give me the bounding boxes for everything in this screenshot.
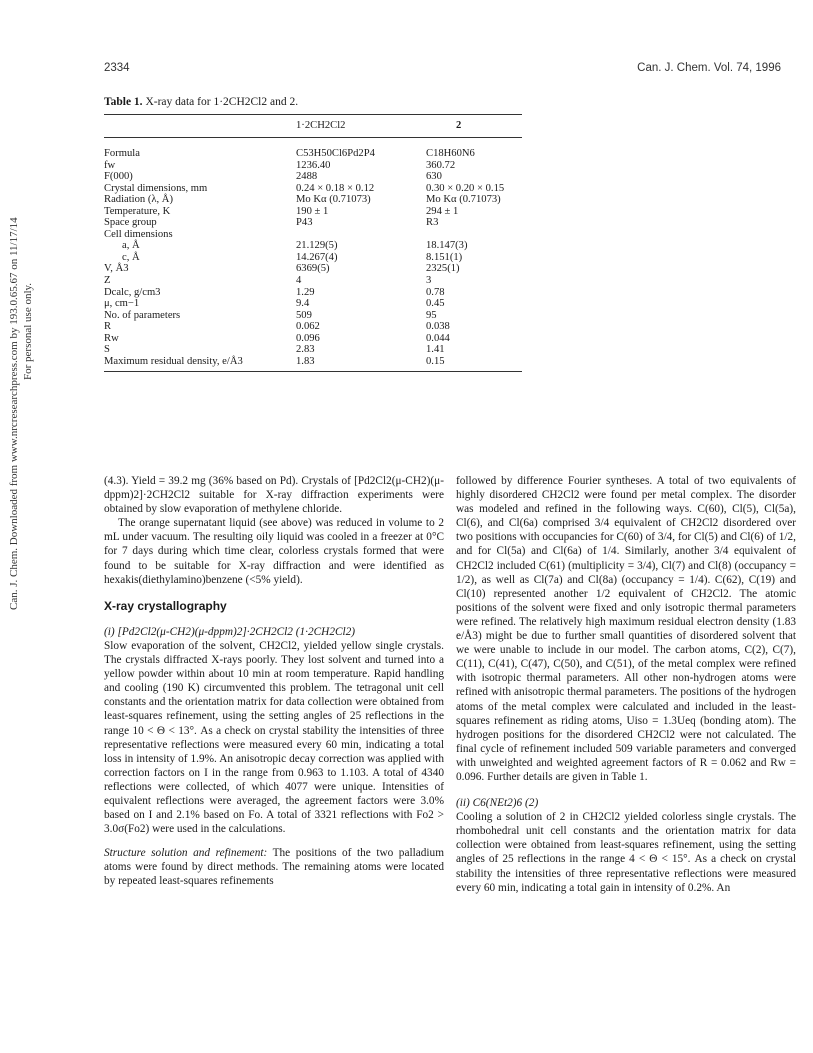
column-header-compound-1: 1·2CH2Cl2: [296, 120, 346, 131]
page-number: 2334: [104, 62, 130, 74]
table-cell: 2488: [296, 171, 318, 183]
table-cell: 0.45: [426, 298, 445, 310]
paragraph-text: The positions of the two palladium atoms were found by direct methods. The remaining atoms were located by repeated least-squares refinements: [104, 847, 444, 888]
row-label: Cell dimensions: [104, 228, 173, 240]
table-cell: 0.096: [296, 332, 320, 344]
row-label: a, Å: [122, 240, 140, 252]
table-row: [104, 263, 522, 275]
table-cell: P43: [296, 217, 313, 229]
row-label: μ, cm−1: [104, 298, 140, 310]
table-cell: 1236.40: [296, 159, 331, 171]
table-row: [104, 240, 522, 252]
section-heading: X-ray crystallography: [104, 598, 227, 613]
table-cell: 21.129(5): [296, 240, 338, 252]
table-cell: 360.72: [426, 159, 456, 171]
row-label: Dcalc, g/cm3: [104, 286, 161, 298]
table-row: [104, 217, 522, 229]
table-cell: 0.062: [296, 321, 320, 333]
column-header-compound-2: 2: [456, 120, 462, 131]
table-caption-text: X-ray data for 1·2CH2Cl2 and 2.: [145, 96, 299, 108]
paragraph: followed by difference Fourier syntheses. A total of two equivalents of highly disordered CH2Cl2 were found per metal complex. The disorder was modeled and refined in the following ways. C(60), Cl(5), Cl(5a), Cl(6), and Cl(6a) comprised 3/4 equivalent of CH2Cl2 disordered over two positions with occupancies for C(60) of 3/4, for Cl(5) and Cl(6) of 1/2, and for Cl(5a) and Cl(6a) of 1/4. Similarly, another 3/4 equivalent of CH2Cl2 included C(61) (multiplicity = 3/4), Cl(7) and Cl(8) (occupancy = 1/2), as well as Cl(7a) and Cl(8a) (occupancy = 1/4). C(62), C(19) and Cl(10) represented another 1/2 equivalent of CH2Cl2. The atomic positions of the solvent were fixed and only isotropic thermal parameters were refined. The relatively high maximum residual electron density (1.83 e/Å3) might be due to further small quantities of disordered solvent that we were unable to include in our model. The carbon atoms, C(2), C(7), C(11), C(41), C(47), C(50), and C(51), of the metal complex were refined with isotropic thermal parameters. All other non-hydrogen atoms were refined with anisotropic thermal parameters. The positions of the hydrogen atoms of the metal complex were calculated and included in the least-squares refinement as riding atoms, Uiso = 1.3Ueq (bonding atom). The hydrogen positions for the disordered CH2Cl2 were not calculated. The final cycle of refinement included 509 variable parameters and converged with unweighted and weighted agreement factors of R = 0.062 and Rw = 0.096. Further details are given in Table 1.: [456, 475, 796, 783]
table-label: Table 1.: [104, 96, 143, 108]
table-cell: 1.29: [296, 286, 315, 298]
table-cell: 0.78: [426, 286, 445, 298]
row-label: Radiation (λ, Å): [104, 194, 173, 206]
table-body: [104, 138, 522, 372]
paragraph: The orange supernatant liquid (see above) was reduced in volume to 2 mL under vacuum. The resulting oily liquid was cooled in a freezer at 0°C for 7 days during which time clear, colorless crystals formed that were found to be suitable for X-ray diffraction and were identified as hexakis(diethylamino)benzene (<5% yield).: [104, 517, 444, 586]
table-cell: 18.147(3): [426, 240, 468, 252]
download-watermark: [8, 217, 34, 610]
row-label: V, Å3: [104, 263, 129, 275]
table-cell: 1.41: [426, 344, 445, 356]
table-row: [104, 356, 522, 368]
table-cell: C53H50Cl6Pd2P4: [296, 148, 375, 159]
row-label: Z: [104, 275, 111, 287]
table-cell: 0.30 × 0.20 × 0.15: [426, 182, 505, 194]
table-row: [104, 194, 522, 206]
row-label: S: [104, 344, 110, 356]
row-label: Rw: [104, 332, 119, 344]
xray-data-table: [104, 114, 522, 372]
table-cell: 0.24 × 0.18 × 0.12: [296, 182, 375, 194]
table-cell: 2.83: [296, 344, 315, 356]
table-cell: 9.4: [296, 298, 310, 310]
table-row: [104, 229, 522, 241]
table-cell: 0.15: [426, 355, 445, 367]
table-cell: Mo Kα (0.71073): [296, 194, 371, 206]
row-label: No. of parameters: [104, 309, 181, 321]
table-row: [104, 298, 522, 310]
row-label: Space group: [104, 217, 157, 229]
table-row: [104, 344, 522, 356]
subsection-heading: (i) [Pd2Cl2(μ-CH2)(μ-dppm)2]·2CH2Cl2 (1·2CH2Cl2): [104, 625, 356, 638]
table-cell: 2325(1): [426, 263, 460, 275]
row-label: R: [104, 321, 112, 333]
table-row: [104, 321, 522, 333]
paragraph: (4.3). Yield = 39.2 mg (36% based on Pd). Crystals of [Pd2Cl2(μ-CH2)(μ-dppm)2]·2CH2Cl2 suitable for X-ray diffraction experiments were obtained by slow evaporation of methylene chloride.: [104, 475, 444, 516]
subsection-heading: (ii) C6(NEt2)6 (2): [456, 797, 539, 810]
row-label: Maximum residual density, e/Å3: [104, 355, 243, 367]
row-label: c, Å: [122, 251, 140, 263]
personal-use-note: For personal use only.: [22, 282, 34, 380]
row-label: F(000): [104, 171, 133, 183]
paragraph-lead: Structure solution and refinement:: [104, 847, 268, 860]
table-cell: 8.151(1): [426, 251, 463, 263]
table-cell: Mo Kα (0.71073): [426, 194, 501, 206]
table-row: [104, 148, 522, 160]
table-cell: 509: [296, 309, 312, 321]
paragraph: [104, 846, 444, 888]
paragraph: Slow evaporation of the solvent, CH2Cl2, yielded yellow single crystals. The crystals diffracted X-rays poorly. They lost solvent and turned into a yellow powder within about 10 min at room temperature. Rapid handling and cooling (190 K) circumvented this problem. The tetragonal unit cell constants and the orientation matrix for data collection were obtained from least-squares refinement, using the setting angles of 25 reflections in the range 10 < Θ < 13°. As a check on crystal stability the intensities of three representative reflections were measured every 60 min, indicating a total loss in intensity of 1.9%. An anisotropic decay correction was applied with correction factors on I in the range from 0.963 to 1.103. A total of 4340 reflections were collected, of which 4077 were unique. Intensities of equivalent reflections were averaged, the agreement factors were 3.0% based on I and 2.1% based on Fo. A total of 3321 reflections with Fo2 > 3.0σ(Fo2) were used in the calculations.: [104, 639, 444, 836]
journal-reference: Can. J. Chem. Vol. 74, 1996: [637, 62, 781, 74]
left-text-column: [104, 474, 444, 889]
row-label: fw: [104, 159, 116, 171]
table-cell: 294 ± 1: [426, 205, 459, 217]
table-row: [104, 333, 522, 345]
table-cell: 1.83: [296, 355, 315, 367]
table-row: [104, 310, 522, 322]
table-cell: 14.267(4): [296, 251, 338, 263]
table-caption: [104, 96, 298, 108]
table-cell: 3: [426, 275, 432, 287]
table-row: [104, 171, 522, 183]
table-row: [104, 275, 522, 287]
table-cell: R3: [426, 217, 439, 229]
table-cell: 630: [426, 171, 442, 183]
table-row: [104, 252, 522, 264]
table-cell: 190 ± 1: [296, 205, 329, 217]
table-cell: 6369(5): [296, 263, 330, 275]
table-cell: 4: [296, 275, 302, 287]
download-note: Can. J. Chem. Downloaded from www.nrcresearchpress.com by 193.0.65.67 on 11/17/14: [8, 217, 20, 610]
table-cell: 95: [426, 309, 437, 321]
row-label: Formula: [104, 148, 140, 159]
row-label: Crystal dimensions, mm: [104, 182, 208, 194]
table-row: [104, 183, 522, 195]
table-row: [104, 160, 522, 172]
table-header-row: [104, 114, 522, 138]
row-label: Temperature, K: [104, 205, 171, 217]
right-text-column: [456, 474, 796, 895]
table-cell: C18H60N6: [426, 148, 475, 159]
table-cell: 0.038: [426, 321, 450, 333]
table-cell: 0.044: [426, 332, 450, 344]
table-row: [104, 287, 522, 299]
table-row: [104, 206, 522, 218]
paragraph: Cooling a solution of 2 in CH2Cl2 yielded colorless single crystals. The rhombohedral unit cell constants and the orientation matrix for data collection were obtained from least-squares refinement, using the setting angles of 25 reflections in the range 4 < Θ < 15°. As a check on crystal stability the intensities of three representative reflections were measured every 60 min, indicating a total gain in intensity of 0.2%. An: [456, 811, 796, 894]
